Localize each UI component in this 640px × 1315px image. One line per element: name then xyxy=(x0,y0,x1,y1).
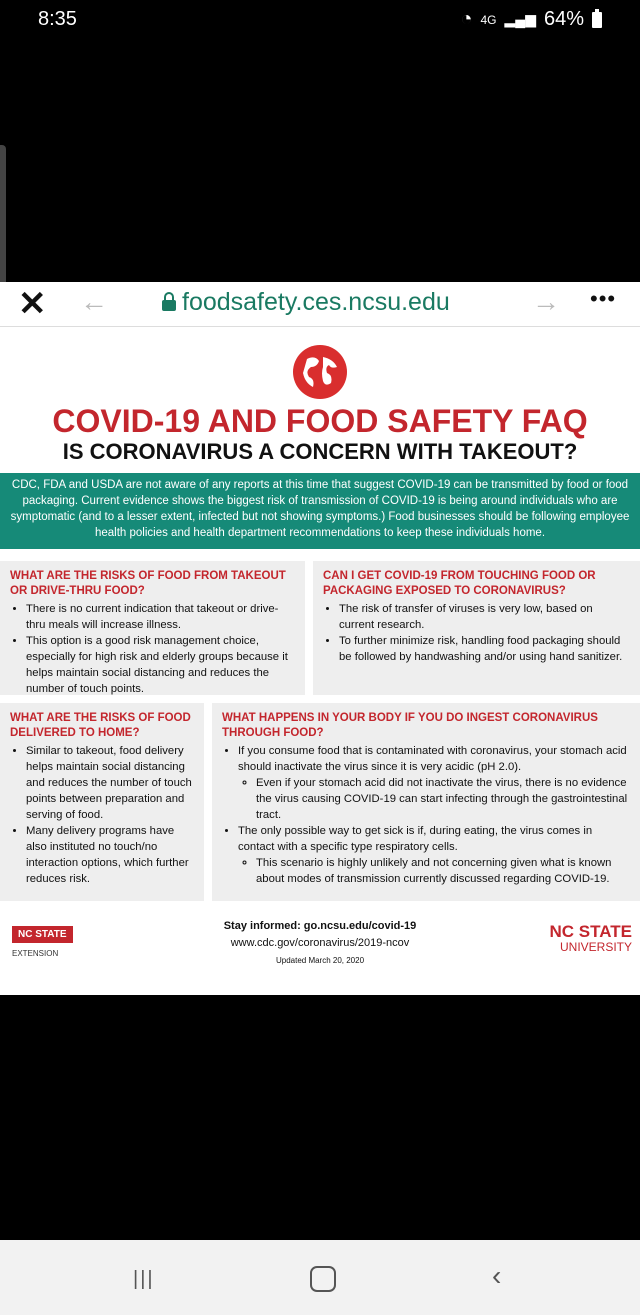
faq-heading: CAN I GET COVID-19 FROM TOUCHING FOOD OR PACKAGING EXPOSED TO CORONAVIRUS? xyxy=(323,570,596,597)
faq-box-delivery xyxy=(0,703,204,901)
android-nav-bar xyxy=(0,1240,640,1315)
faq-box-ingest xyxy=(212,703,640,901)
faq-bullet: • The risk of transfer of viruses is very low, based on current research. xyxy=(339,601,630,633)
faq-bullet: • To further minimize risk, handling food packaging should be followed by handwashing and/or using hand sanitizer. xyxy=(339,633,630,665)
signal-icon: ▂▄▆ xyxy=(504,11,536,27)
nc-state-university-logo xyxy=(540,924,632,954)
faq-box-takeout xyxy=(0,561,305,695)
faq-bullet: • Many delivery programs have also instituted no touch/no interaction options, which further reduces risk. xyxy=(26,823,194,887)
logo-tag: NC STATE xyxy=(12,926,73,943)
url-text: foodsafety.ces.ncsu.edu xyxy=(182,288,450,316)
faq-bullet: • Similar to takeout, food delivery helps maintain social distancing and reduces the number of touch points between preparation and serving of food. xyxy=(26,743,194,823)
faq-heading: WHAT ARE THE RISKS OF FOOD DELIVERED TO HOME? xyxy=(10,712,191,739)
browser-toolbar xyxy=(0,282,640,327)
back-icon[interactable]: ‹ xyxy=(492,1260,502,1291)
faq-sub-bullet: ◦ Even if your stomach acid did not inactivate the virus, there is no evidence the virus causing COVID-19 can start infecting through the gastrointestinal tract. xyxy=(256,775,630,823)
logo-sub: EXTENSION xyxy=(12,949,59,958)
stay-informed: Stay informed: go.ncsu.edu/covid-19 xyxy=(223,920,417,932)
cdc-link: www.cdc.gov/coronavirus/2019-ncov xyxy=(230,937,410,949)
logo-name: NC STATE xyxy=(549,922,632,941)
more-options-icon[interactable]: ••• xyxy=(590,286,617,311)
page-title: COVID-19 AND FOOD SAFETY FAQ xyxy=(52,403,588,439)
faq-bullet: • There is no current indication that takeout or drive-thru meals will increase illness. xyxy=(26,601,295,633)
page-subtitle: IS CORONAVIRUS A CONCERN WITH TAKEOUT? xyxy=(62,439,578,464)
faq-bullet xyxy=(238,823,630,887)
updated-date: Updated March 20, 2020 xyxy=(275,956,365,965)
faq-bullet xyxy=(238,743,630,823)
faq-bullet: • This option is a good risk management choice, especially for high risk and elderly groups because it helps maintain social distancing and reduces the number of touch points. xyxy=(26,633,295,697)
battery-level: 64% xyxy=(543,8,584,30)
faq-heading: WHAT ARE THE RISKS OF FOOD FROM TAKEOUT OR DRIVE-THRU FOOD? xyxy=(10,570,286,597)
back-arrow-icon[interactable]: ← xyxy=(80,286,108,317)
faq-bullet-text: If you consume food that is contaminated with coronavirus, your stomach acid should inactivate the virus since it is very acidic (pH 2.0). xyxy=(238,745,627,773)
status-icons xyxy=(460,8,602,31)
footer-links xyxy=(200,918,440,969)
recent-apps-icon[interactable]: ||| xyxy=(133,1268,155,1290)
status-bar xyxy=(0,0,640,40)
faq-heading: WHAT HAPPENS IN YOUR BODY IF YOU DO INGEST CORONAVIRUS THROUGH FOOD? xyxy=(222,712,598,739)
close-icon[interactable]: ✕ xyxy=(18,285,47,323)
intro-banner: CDC, FDA and USDA are not aware of any reports at this time that suggest COVID-19 can be transmitted by food or food packaging. Current evidence shows the biggest risk of transmission of COVID-19 is being around individuals who are symptomatic (and to a lesser extent, infected but not showing symptoms.) Food businesses should be following employee health policies and health department recommendations to keep these individuals home. xyxy=(0,473,640,549)
forward-arrow-icon[interactable]: → xyxy=(532,286,560,317)
network-type: 4G xyxy=(480,12,497,27)
faq-bullet-text: The only possible way to get sick is if, during eating, the virus comes in contact with a specific type respiratory cells. xyxy=(238,825,593,853)
faq-image xyxy=(0,327,640,995)
home-icon[interactable] xyxy=(310,1266,336,1292)
logo-univ: UNIVERSITY xyxy=(559,940,632,954)
faq-box-packaging xyxy=(313,561,640,695)
url-bar[interactable] xyxy=(162,288,450,317)
wifi-icon: ◔ xyxy=(460,8,473,30)
nc-state-extension-logo xyxy=(12,924,73,958)
battery-icon xyxy=(592,12,602,28)
faq-sub-bullet: ◦ This scenario is highly unlikely and not concerning given what is known about modes of transmission currently discussed regarding COVID-19. xyxy=(256,855,630,887)
lock-icon xyxy=(162,300,176,311)
globe-icon xyxy=(293,345,347,399)
status-time: 8:35 xyxy=(38,8,77,30)
